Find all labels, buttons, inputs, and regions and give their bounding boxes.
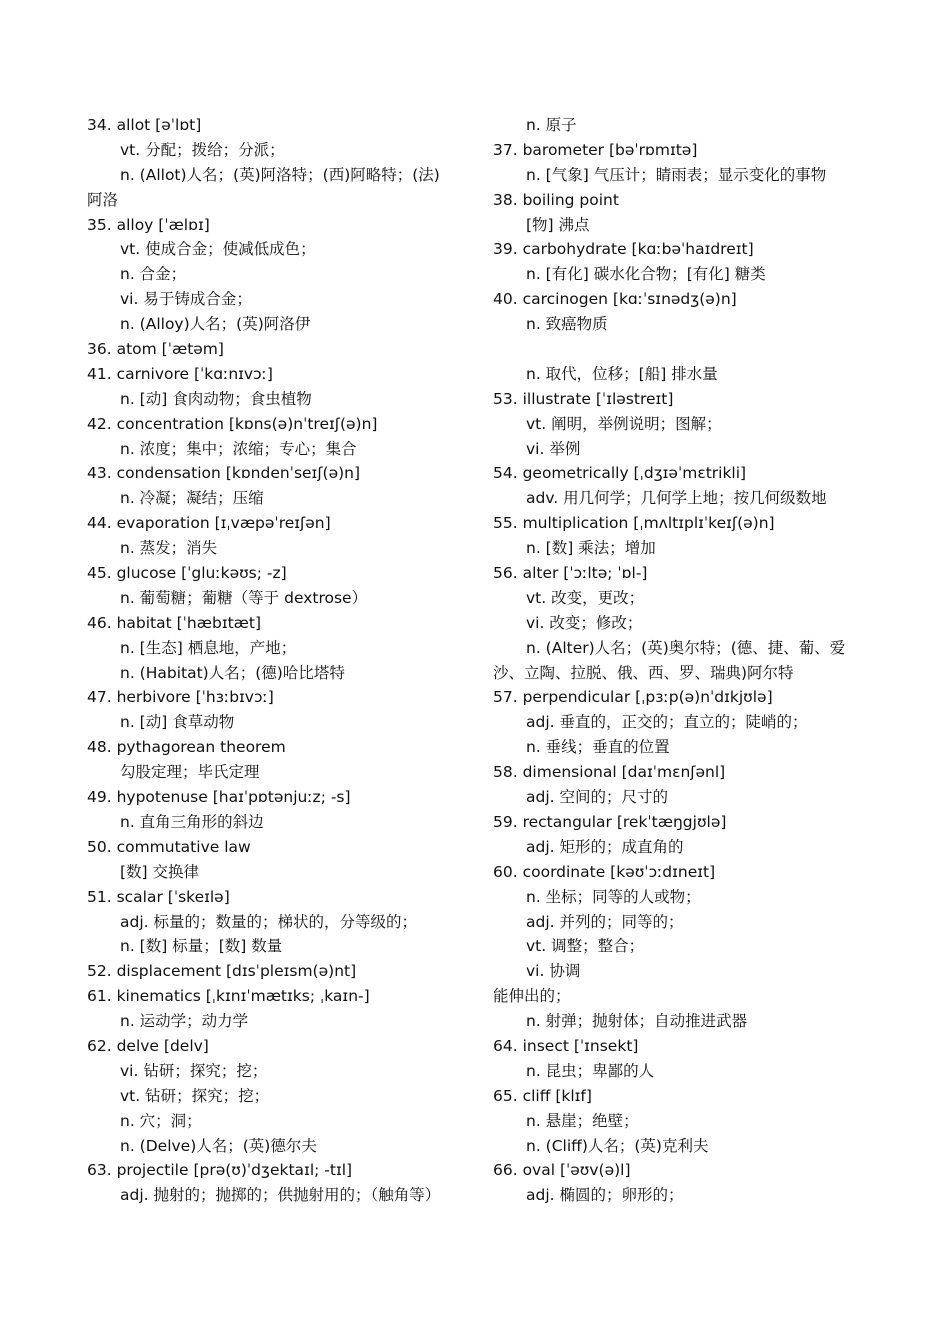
- entry-line: 48. pythagorean theorem: [87, 738, 286, 757]
- entry-line: 37. barometer [bəˈrɒmɪtə]: [493, 140, 698, 159]
- definition-line: n. [数] 乘法；增加: [526, 539, 656, 558]
- entry-line: 62. delve [delv]: [87, 1036, 209, 1055]
- definition-line: n. 昆虫；卑鄙的人: [526, 1061, 655, 1080]
- entry-line: 能伸出的；: [493, 987, 571, 1006]
- definition-line: vt. 阐明，举例说明；图解；: [526, 414, 722, 433]
- entry-line: 47. herbivore [ˈhɜːbɪvɔː]: [87, 688, 274, 707]
- definition-line: n. 穴；洞；: [120, 1111, 202, 1130]
- definition-line: n. (Delve)人名；(英)德尔夫: [120, 1136, 317, 1155]
- definition-line: vi. 易于铸成合金；: [120, 290, 252, 309]
- definition-line: vi. 改变；修改；: [526, 613, 643, 632]
- definition-line: n. 原子: [526, 116, 577, 134]
- entry-line: 58. dimensional [daɪˈmɛnʃənl]: [493, 763, 726, 782]
- definition-line: n. [气象] 气压计；睛雨表；显示变化的事物: [526, 165, 827, 184]
- definition-line: vt. 分配；拨给；分派；: [120, 140, 285, 159]
- entry-line: 38. boiling point: [493, 190, 619, 209]
- entry-line: 63. projectile [prə(ʊ)ˈdʒektaɪl; -tɪl]: [87, 1161, 353, 1180]
- entry-line: 51. scalar [ˈskeɪlə]: [87, 887, 230, 906]
- definition-line: n. 致癌物质: [526, 315, 608, 334]
- entry-line: 59. rectangular [rekˈtæŋgjʊlə]: [493, 812, 727, 831]
- entry-line: 沙、立陶、拉脱、俄、西、罗、瑞典)阿尔特: [493, 663, 794, 682]
- entry-line: 65. cliff [klɪf]: [493, 1086, 592, 1105]
- definition-line: n. [动] 食肉动物；食虫植物: [120, 389, 312, 408]
- definition-line: n. [动] 食草动物: [120, 713, 235, 732]
- entry-line: 66. oval [ˈəʊv(ə)l]: [493, 1161, 631, 1180]
- entry-line: 53. illustrate [ˈɪləstreɪt]: [493, 389, 674, 408]
- definition-line: adj. 标量的；数量的；梯状的，分等级的；: [120, 912, 417, 931]
- definition-line: adj. 并列的；同等的；: [526, 912, 684, 931]
- entry-line: 36. atom [ˈætəm]: [87, 340, 224, 359]
- definition-line: n. 射弹；抛射体；自动推进武器: [526, 1012, 748, 1031]
- definition-line: n. 浓度；集中；浓缩；专心；集合: [120, 439, 357, 458]
- entry-line: 35. alloy [ˈælɒɪ]: [87, 215, 210, 234]
- entry-line: 45. glucose [ˈgluːkəʊs; -z]: [87, 564, 287, 583]
- entry-line: 49. hypotenuse [haɪˈpɒtənjuːz; -s]: [87, 788, 351, 807]
- entry-line: 44. evaporation [ɪˌvæpəˈreɪʃən]: [87, 514, 331, 533]
- entry-line: 40. carcinogen [kɑːˈsɪnədʒ(ə)n]: [493, 290, 737, 309]
- definition-line: 勾股定理；毕氏定理: [120, 763, 260, 782]
- definition-line: adj. 矩形的；成直角的: [526, 837, 684, 856]
- definition-line: n. 坐标；同等的人或物；: [526, 887, 701, 906]
- definition-line: n. (Alter)人名；(英)奥尔特；(德、捷、葡、爱: [526, 638, 846, 657]
- entry-line: 50. commutative law: [87, 837, 251, 856]
- definition-line: n. (Allot)人名；(英)阿洛特；(西)阿略特；(法): [120, 165, 440, 184]
- definition-line: vi. 钻研；探究；挖；: [120, 1061, 268, 1080]
- definition-line: n. (Cliff)人名；(英)克利夫: [526, 1136, 709, 1155]
- entry-line: 42. concentration [kɒns(ə)nˈtreɪʃ(ə)n]: [87, 414, 378, 433]
- entry-line: 34. allot [əˈlɒt]: [87, 116, 202, 134]
- definition-line: adj. 椭圆的；卵形的；: [526, 1186, 684, 1205]
- definition-line: n. 合金；: [120, 265, 187, 284]
- entry-line: 64. insect [ˈɪnsekt]: [493, 1036, 639, 1055]
- definition-line: adj. 抛射的；抛掷的；供抛射用的；（触角等）: [120, 1186, 441, 1205]
- definition-line: vi. 举例: [526, 439, 581, 458]
- definition-line: n. 运动学；动力学: [120, 1012, 249, 1031]
- definition-line: n. [生态] 栖息地，产地；: [120, 638, 297, 657]
- definition-line: vt. 使成合金；使减低成色；: [120, 240, 316, 259]
- entry-line: 60. coordinate [kəʊˈɔːdɪneɪt]: [493, 862, 716, 881]
- entry-line: 55. multiplication [ˌmʌltɪplɪˈkeɪʃ(ə)n]: [493, 514, 775, 533]
- definition-line: vi. 协调: [526, 962, 581, 981]
- definition-line: n. 取代，位移；[船] 排水量: [526, 364, 718, 383]
- definition-line: adj. 空间的；尺寸的: [526, 788, 668, 807]
- definition-line: n. 悬崖；绝壁；: [526, 1111, 639, 1130]
- entry-line: 41. carnivore [ˈkɑːnɪvɔː]: [87, 364, 273, 383]
- definition-line: n. 直角三角形的斜边: [120, 812, 264, 831]
- definition-line: n. 葡萄糖；葡糖（等于 dextrose）: [120, 588, 368, 607]
- entry-line: 56. alter [ˈɔːltə; ˈɒl-]: [493, 564, 648, 583]
- definition-line: [物] 沸点: [526, 215, 590, 234]
- entry-line: 61. kinematics [ˌkɪnɪˈmætɪks; ˌkaɪn-]: [87, 987, 370, 1006]
- right-column: [493, 113, 878, 1208]
- definition-line: vt. 钻研；探究；挖；: [120, 1086, 270, 1105]
- entry-line: [493, 337, 878, 362]
- left-column: [87, 113, 472, 1208]
- definition-line: n. [数] 标量；[数] 数量: [120, 937, 283, 956]
- definition-line: n. (Alloy)人名；(英)阿洛伊: [120, 315, 311, 334]
- definition-line: [数] 交换律: [120, 862, 200, 881]
- definition-line: vt. 改变，更改；: [526, 588, 645, 607]
- definition-line: n. [有化] 碳水化合物；[有化] 糖类: [526, 265, 766, 284]
- entry-line: 39. carbohydrate [kɑːbəˈhaɪdreɪt]: [493, 240, 754, 259]
- entry-line: 57. perpendicular [ˌpɜːp(ə)nˈdɪkjʊlə]: [493, 688, 773, 707]
- entry-line: 46. habitat [ˈhæbɪtæt]: [87, 613, 261, 632]
- definition-line: n. 冷凝；凝结；压缩: [120, 489, 264, 508]
- entry-line: 阿洛: [87, 190, 119, 209]
- entry-line: 52. displacement [dɪsˈpleɪsm(ə)nt]: [87, 962, 357, 981]
- definition-line: vt. 调整；整合；: [526, 937, 645, 956]
- definition-line: n. 蒸发；消失: [120, 539, 218, 558]
- entry-line: 43. condensation [kɒndenˈseɪʃ(ə)n]: [87, 464, 361, 483]
- definition-line: adv. 用几何学；几何学上地；按几何级数地: [526, 489, 827, 508]
- definition-line: n. 垂线；垂直的位置: [526, 738, 670, 757]
- entry-line: 54. geometrically [ˌdʒɪəˈmɛtrikli]: [493, 464, 747, 483]
- definition-line: adj. 垂直的，正交的；直立的；陡峭的；: [526, 713, 808, 732]
- definition-line: n. (Habitat)人名；(德)哈比塔特: [120, 663, 345, 682]
